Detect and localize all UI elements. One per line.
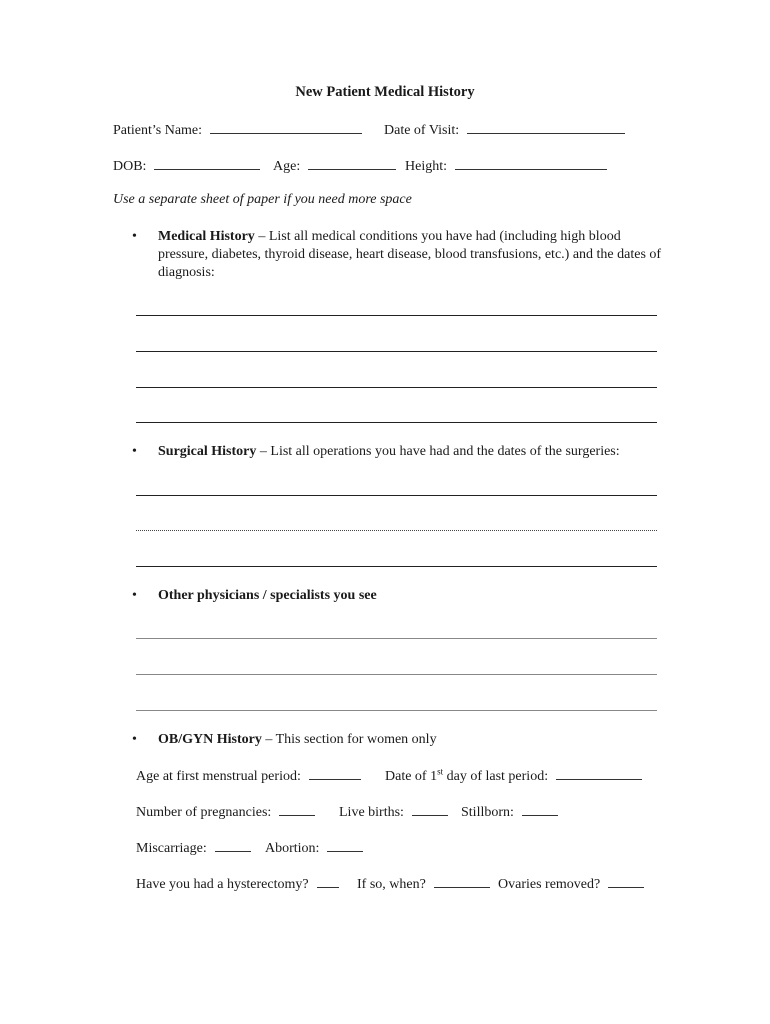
patient-name-field bbox=[113, 120, 362, 139]
medical-history-line-2[interactable] bbox=[136, 351, 657, 352]
physicians-line-3[interactable] bbox=[136, 710, 657, 711]
surgical-history-line-2[interactable] bbox=[136, 530, 657, 531]
surgical-history-line-3[interactable] bbox=[136, 566, 657, 567]
age-field bbox=[273, 156, 396, 175]
dob-field bbox=[113, 156, 260, 175]
age-label: Age: bbox=[273, 159, 301, 174]
dob-blank[interactable] bbox=[154, 156, 260, 170]
obgyn-heading: OB/GYN History bbox=[158, 732, 262, 747]
if-so-label: If so, when? bbox=[357, 877, 426, 892]
hysterectomy-label: Have you had a hysterectomy? bbox=[136, 877, 309, 892]
surgical-history-text: – List all operations you have had and the dates of the surgeries: bbox=[256, 444, 620, 459]
obgyn-text: – This section for women only bbox=[261, 732, 437, 747]
physicians-prompt bbox=[158, 587, 668, 605]
first-menstrual-field bbox=[136, 766, 361, 785]
live-births-label: Live births: bbox=[339, 805, 404, 820]
medical-history-line-3[interactable] bbox=[136, 387, 657, 388]
stillborn-field bbox=[461, 802, 558, 821]
bullet-icon: • bbox=[132, 588, 137, 603]
physicians-line-2[interactable] bbox=[136, 674, 657, 675]
ovaries-blank[interactable] bbox=[608, 874, 644, 888]
age-blank[interactable] bbox=[308, 156, 396, 170]
miscarriage-field bbox=[136, 838, 251, 857]
first-menstrual-label: Age at first menstrual period: bbox=[136, 769, 301, 784]
date-of-visit-label: Date of Visit: bbox=[384, 123, 460, 138]
hysterectomy-blank[interactable] bbox=[317, 874, 339, 888]
patient-name-label: Patient’s Name: bbox=[113, 123, 203, 138]
medical-history-heading: Medical History bbox=[158, 229, 255, 244]
stillborn-blank[interactable] bbox=[522, 802, 558, 816]
last-period-label: Date of 1st day of last period: bbox=[385, 766, 549, 784]
height-blank[interactable] bbox=[455, 156, 607, 170]
ovaries-label: Ovaries removed? bbox=[498, 877, 601, 892]
pregnancies-label: Number of pregnancies: bbox=[136, 805, 272, 820]
surgical-history-prompt bbox=[158, 443, 678, 461]
if-so-blank[interactable] bbox=[434, 874, 490, 888]
ovaries-field bbox=[498, 874, 644, 893]
medical-history-line-1[interactable] bbox=[136, 315, 657, 316]
surgical-history-line-1[interactable] bbox=[136, 495, 657, 496]
miscarriage-label: Miscarriage: bbox=[136, 841, 207, 856]
surgical-history-heading: Surgical History bbox=[158, 444, 257, 459]
bullet-icon: • bbox=[132, 229, 137, 244]
hysterectomy-field bbox=[136, 874, 339, 893]
obgyn-prompt bbox=[158, 731, 668, 749]
pregnancies-field bbox=[136, 802, 315, 821]
patient-name-blank[interactable] bbox=[210, 120, 362, 134]
physicians-line-1[interactable] bbox=[136, 638, 657, 639]
bullet-icon: • bbox=[132, 444, 137, 459]
pregnancies-blank[interactable] bbox=[279, 802, 315, 816]
dob-label: DOB: bbox=[113, 159, 147, 174]
height-label: Height: bbox=[405, 159, 447, 174]
if-so-field bbox=[357, 874, 490, 893]
miscarriage-blank[interactable] bbox=[215, 838, 251, 852]
live-births-blank[interactable] bbox=[412, 802, 448, 816]
height-field bbox=[405, 156, 607, 175]
abortion-field bbox=[265, 838, 363, 857]
last-period-blank[interactable] bbox=[556, 766, 642, 780]
physicians-heading: Other physicians / specialists you see bbox=[158, 588, 377, 603]
medical-history-line-4[interactable] bbox=[136, 422, 657, 423]
abortion-label: Abortion: bbox=[265, 841, 320, 856]
stillborn-label: Stillborn: bbox=[461, 805, 514, 820]
live-births-field bbox=[339, 802, 448, 821]
instruction-text: Use a separate sheet of paper if you need more space bbox=[113, 192, 412, 207]
page-title: New Patient Medical History bbox=[295, 84, 475, 100]
first-menstrual-blank[interactable] bbox=[309, 766, 361, 780]
date-of-visit-field bbox=[384, 120, 625, 139]
date-of-visit-blank[interactable] bbox=[467, 120, 625, 134]
medical-history-prompt bbox=[158, 228, 668, 282]
medical-history-text: – List all medical conditions you have had (including high blood pressure, diabetes, thyroid disease, heart disease, blood transfusions, etc.) and the dates of diagnosis: bbox=[158, 229, 662, 280]
abortion-blank[interactable] bbox=[327, 838, 363, 852]
bullet-icon: • bbox=[132, 732, 137, 747]
last-period-field bbox=[385, 766, 642, 785]
